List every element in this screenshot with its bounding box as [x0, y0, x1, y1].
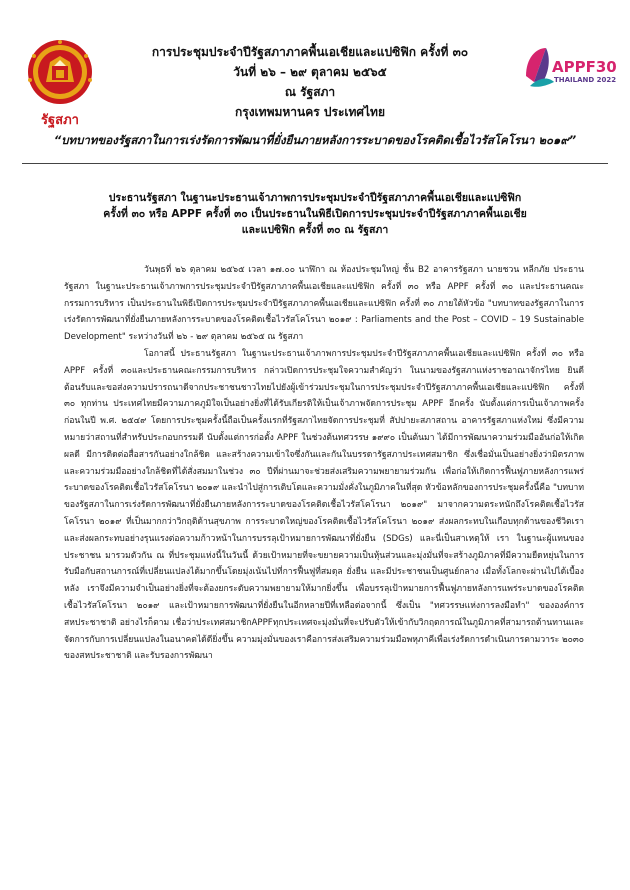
parliament-seal-logo — [22, 36, 98, 132]
headline-line-1: ประธานรัฐสภา ในฐานะประธานเจ้าภาพการประชุมประจำปีรัฐสภาภาคพื้นเอเชียและแปซิฟิก — [108, 192, 522, 204]
appf-mark: APPF30 — [552, 58, 617, 76]
appf30-logo — [520, 42, 617, 100]
headline-line-3: และแปซิฟิก ครั้งที่ ๓๐ ณ รัฐสภา — [241, 224, 389, 236]
header-divider — [22, 163, 608, 164]
conference-venue: ณ รัฐสภา — [284, 85, 336, 99]
conference-theme: “บทบาทของรัฐสภาในการเร่งรัดการพัฒนาที่ยั่งยืนภายหลังการระบาดของโรคติดเชื้อไวรัสโคโรนา ๒๐๑๙” — [53, 133, 577, 147]
paragraph-1: วันพุธที่ ๒๖ ตุลาคม ๒๕๖๕ เวลา ๑๗.๐๐ นาฬิกา ณ ห้องประชุมใหญ่ ชั้น B2 อาคารรัฐสภา นายชวน หลีกภัย ประธานรัฐสภา ในฐานะประธานเจ้าภาพการประชุมประจำปีรัฐสภาภาคพื้นเอเชียและแปซิฟิก ครั้งที่ ๓๐ หรือ APPF ครั้งที่ ๓๐ และประธานคณะกรรมการบริหาร เป็นประธานในพิธีเปิดการประชุมประจำปีรัฐสภาภาคพื้นเอเชียและแปซิฟิก ครั้งที่ ๓๐ ภายใต้หัวข้อ "บทบาทของรัฐสภาในการเร่งรัดการพัฒนาที่ยั่งยืนภายหลังการระบาดของโรคติดเชื้อไวรัสโคโรนา ๒๐๑๙ : Parliaments and the Post – COVID – 19 Sustainable Development" ระหว่างวันที่ ๒๖ - ๒๙ ตุลาคม ๒๕๖๕ ณ รัฐสภา — [64, 265, 584, 343]
seal-caption: รัฐสภา — [41, 113, 79, 128]
conference-city: กรุงเทพมหานคร ประเทศไทย — [234, 105, 386, 119]
article-body — [64, 262, 584, 665]
appf-sub: THAILAND 2022 — [554, 76, 617, 84]
news-headline — [60, 190, 570, 238]
conference-title: การประชุมประจำปีรัฐสภาภาคพื้นเอเชียและแปซิฟิก ครั้งที่ ๓๐ — [151, 45, 469, 59]
paragraph-2: โอกาสนี้ ประธานรัฐสภา ในฐานะประธานเจ้าภาพการประชุมประจำปีรัฐสภาภาคพื้นเอเชียและแปซิฟิก ครั้งที่ ๓๐ หรือ APPF ครั้งที่ ๓๐และประธานคณะกรรมการบริหาร กล่าวเปิดการประชุมใจความสำคัญว่า ในนามของรัฐสภาแห่งราชอาณาจักรไทย ยินดีต้อนรับและขอส่งความปรารถนาดีจากประชาชนชาวไทยไปยังผู้เข้าร่วมประชุมในการประชุมประจำปีรัฐสภาภาคพื้นเอเชียและแปซิฟิก ครั้งที่ ๓๐ ทุกท่าน ประเทศไทยมีความภาคภูมิใจเป็นอย่างยิ่งที่ได้รับเกียรติให้เป็นเจ้าภาพจัดการประชุม APPF อีกครั้ง นับตั้งแต่การเป็นเจ้าภาพครั้งก่อนในปี พ.ศ. ๒๕๔๙ โดยการประชุมครั้งนี้ถือเป็นครั้งแรกที่รัฐสภาไทยจัดการประชุมที่ สัปปายะสภาสถาน อาคารรัฐสภาแห่งใหม่ ซึ่งมีความหมายว่าสถานที่สำหรับประกอบกรรมดี นับตั้งแต่การก่อตั้ง APPF ในช่วงต้นทศวรรษ ๑๙๙๐ เป็นต้นมา ได้มีการพัฒนาความร่วมมืออันก่อให้เกิดผลดี มีการติดต่อสื่อสารกันอย่างใกล้ชิด และสร้างความเข้าใจซึ่งกันและกันในบรรดารัฐสภาประเทศสมาชิก ซึ่งเชื่อมั่นเป็นอย่างยิ่งว่ามิตรภาพและความร่วมมืออย่างใกล้ชิดที่ได้สั่งสมมาในช่วง ๓๐ ปีที่ผ่านมาจะช่วยส่งเสริมความพยายามร่วมกัน เพื่อก่อให้เกิดการฟื้นฟูภายหลังการแพร่ระบาดของโรคติดเชื้อไวรัสโคโรนา ๒๐๑๙ และนำไปสู่การเติบโตและความมั่งคั่งในภูมิภาคในที่สุด หัวข้อหลักของการประชุมครั้งนี้คือ "บทบาทของรัฐสภาในการเร่งรัดการพัฒนาที่ยั่งยืนภายหลังการระบาดของโรคติดเชื้อไวรัสโคโรนา ๒๐๑๙" มาจากความตระหนักถึงโรคติดเชื้อไวรัสโคโรนา ๒๐๑๙ ที่เป็นมากกว่าวิกฤติด้านสุขภาพ การระบาดใหญ่ของโรคติดเชื้อไวรัสโคโรนา ๒๐๑๙ ส่งผลกระทบในเกือบทุกด้านของชีวิตเรา และส่งผลกระทบอย่างรุนแรงต่อความก้าวหน้าในการบรรลุเป้าหมายการพัฒนาที่ยั่งยืน (SDGs) และนี่เป็นสาเหตุให้ เรา ในฐานะผู้แทนของประชาชน มารวมตัวกัน ณ ที่ประชุมแห่งนี้ในวันนี้ ด้วยเป้าหมายที่จะขยายความเป็นหุ้นส่วนและมุ่งมั่นที่จะสร้างภูมิภาคที่มีความยืดหยุ่นในการรับมือกับสถานการณ์ที่เปลี่ยนแปลงได้มากขึ้นโดยมุ่งเน้นไปที่การฟื้นฟูที่สมดุล ยั่งยืน และมีประชาชนเป็นศูนย์กลาง เมื่อทั้งโลกจะผ่านไปได้เบื้องหลัง เราจึงมีความจำเป็นอย่างยิ่งที่จะต้องยกระดับความพยายามให้มากยิ่งขึ้น เพื่อบรรลุเป้าหมายการฟื้นฟูภายหลังการแพร่ระบาดของโรคติดเชื้อไวรัสโคโรนา ๒๐๑๙ และเป้าหมายการพัฒนาที่ยั่งยืนในอีกหลายปีที่เหลือต่อจากนี้ ซึ่งเป็น "ทศวรรษแห่งการลงมือทำ" ขององค์การสหประชาชาติ อย่างไรก็ตาม เชื่อว่าประเทศสมาชิกAPPFทุกประเทศจะมุ่งมั่นที่จะปรับตัวให้เข้ากับวิกฤตการณ์ในภูมิภาคที่สามารถต้านทานและจัดการกับการเปลี่ยนแปลงในอนาคตได้ดียิ่งขึ้น ความมุ่งมั่นของเราคือการส่งเสริมความร่วมมือพหุภาคีเพื่อเร่งรัดการดำเนินการตามวาระ ๒๐๓๐ ของสหประชาชาติ และรับรองการพัฒนา — [64, 348, 584, 662]
headline-line-2: ครั้งที่ ๓๐ หรือ APPF ครั้งที่ ๓๐ เป็นประธานในพิธีเปิดการประชุมประจำปีรัฐสภาภาคพื้นเอเชีย — [103, 208, 527, 220]
conference-dates: วันที่ ๒๖ – ๒๙ ตุลาคม ๒๕๖๕ — [233, 65, 387, 79]
